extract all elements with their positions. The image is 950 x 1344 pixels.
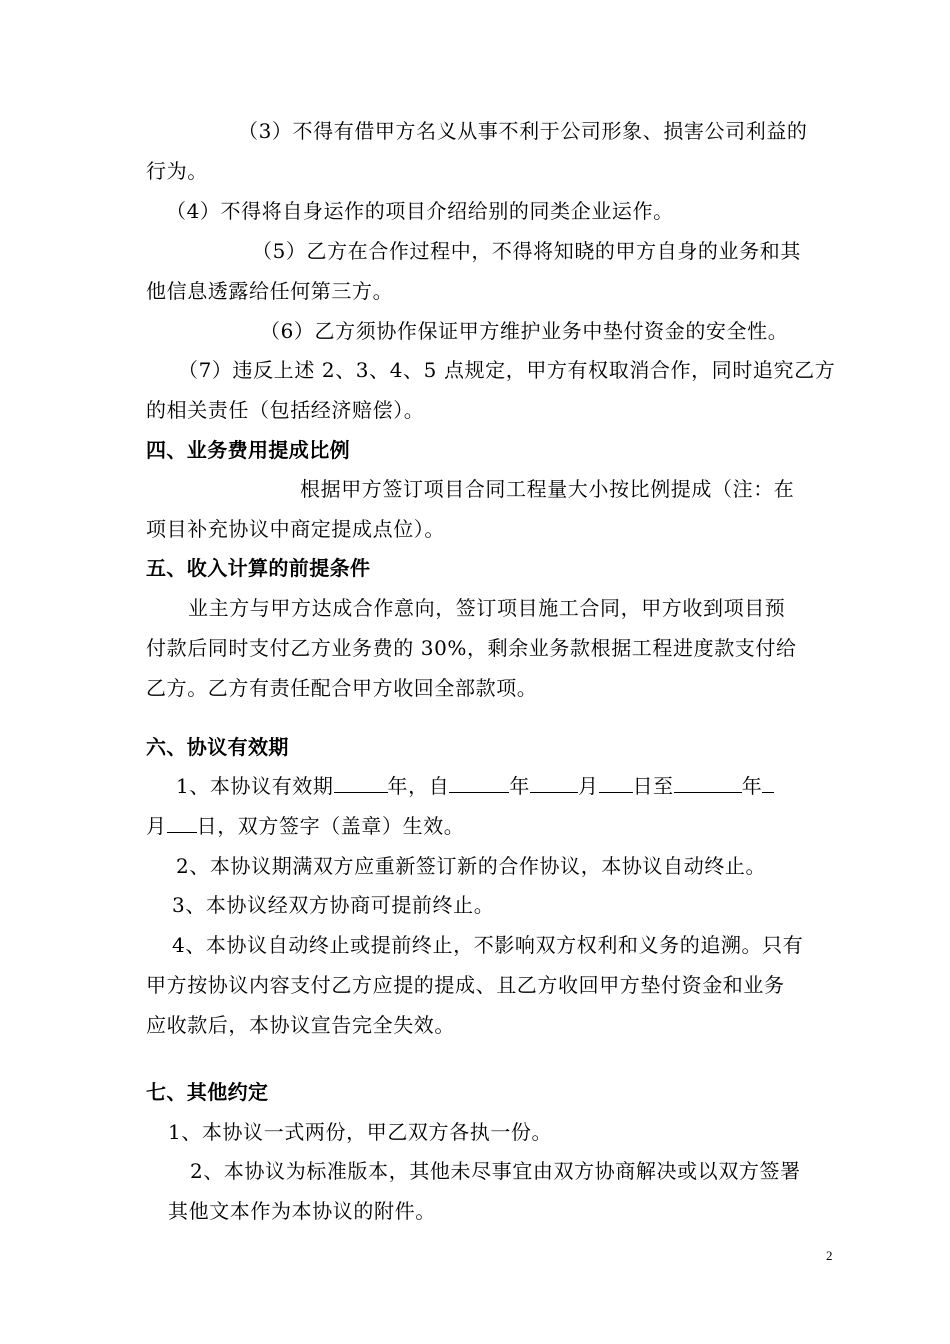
section-7-title: 七、其他约定 [146,1080,269,1104]
section-7-item-2-line-2: 其他文本作为本协议的附件。 [168,1199,436,1223]
end-month-label: 月 [146,814,167,838]
end-year-label: 年 [741,774,763,798]
clause-5-line-2: 他信息透露给任何第三方。 [146,279,394,303]
section-6-title: 六、协议有效期 [146,735,289,759]
start-year-label: 年 [509,774,530,798]
start-day-blank[interactable] [599,772,633,793]
clause-7-line-2: 的相关责任（包括经济赔偿）。 [146,398,425,422]
start-day-to-label: 日至 [632,774,674,798]
clause-6: （6）乙方须协作保证甲方维护业务中垫付资金的安全性。 [260,319,789,343]
clause-4: （4）不得将自身运作的项目介绍给别的同类企业运作。 [166,199,674,223]
validity-term-label: 1、本协议有效期 [176,774,334,798]
end-month-blank[interactable] [762,772,774,793]
section-6-item-3: 3、本协议经双方协商可提前终止。 [172,893,495,917]
clause-3-line-2: 行为。 [146,159,208,183]
start-year-blank[interactable] [449,772,509,793]
section-6-item-2: 2、本协议期满双方应重新签订新的合作协议，本协议自动终止。 [176,854,767,878]
clause-3-line-1: （3）不得有借甲方名义从事不利于公司形象、损害公司利益的 [238,119,808,143]
page-number: 2 [826,1248,833,1263]
validity-period-line [176,772,774,800]
section-4-line-1: 根据甲方签订项目合同工程量大小按比例提成（注：在 [300,477,795,501]
validity-period-line-2 [146,812,464,840]
section-7-item-2-line-1: 2、本协议为标准版本，其他未尽事宜由双方协商解决或以双方签署 [190,1159,801,1183]
section-4-title: 四、业务费用提成比例 [146,438,350,462]
section-5-line-1: 业主方与甲方达成合作意向，签订项目施工合同，甲方收到项目预 [188,596,786,620]
section-5-line-2: 付款后同时支付乙方业务费的 30%，剩余业务款根据工程进度款支付给 [146,636,797,660]
start-month-label: 月 [577,774,599,798]
section-5-line-3: 乙方。乙方有责任配合甲方收回全部款项。 [146,676,538,700]
section-6-item-4-line-1: 4、本协议自动终止或提前终止，不影响双方权利和义务的追溯。只有 [172,933,804,957]
clause-7-line-1: （7）违反上述 2、3、4、5 点规定，甲方有权取消合作，同时追究乙方 [178,358,836,382]
section-6-item-4-line-3: 应收款后，本协议宣告完全失效。 [146,1013,455,1037]
section-5-title: 五、收入计算的前提条件 [146,556,371,580]
term-years-blank[interactable] [334,772,388,793]
end-day-blank[interactable] [167,812,197,833]
end-day-effective-label: 日，双方签字（盖章）生效。 [196,814,465,838]
section-4-line-2: 项目补充协议中商定提成点位）。 [146,517,445,541]
section-7-item-1: 1、本协议一式两份，甲乙双方各执一份。 [168,1120,553,1144]
validity-year-from-label: 年，自 [387,774,450,798]
section-6-item-4-line-2: 甲方按协议内容支付乙方应提的提成、且乙方收回甲方垫付资金和业务 [146,973,785,997]
end-year-blank[interactable] [674,772,742,793]
start-month-blank[interactable] [530,772,578,793]
clause-5-line-1: （5）乙方在合作过程中，不得将知晓的甲方自身的业务和其 [252,239,801,263]
